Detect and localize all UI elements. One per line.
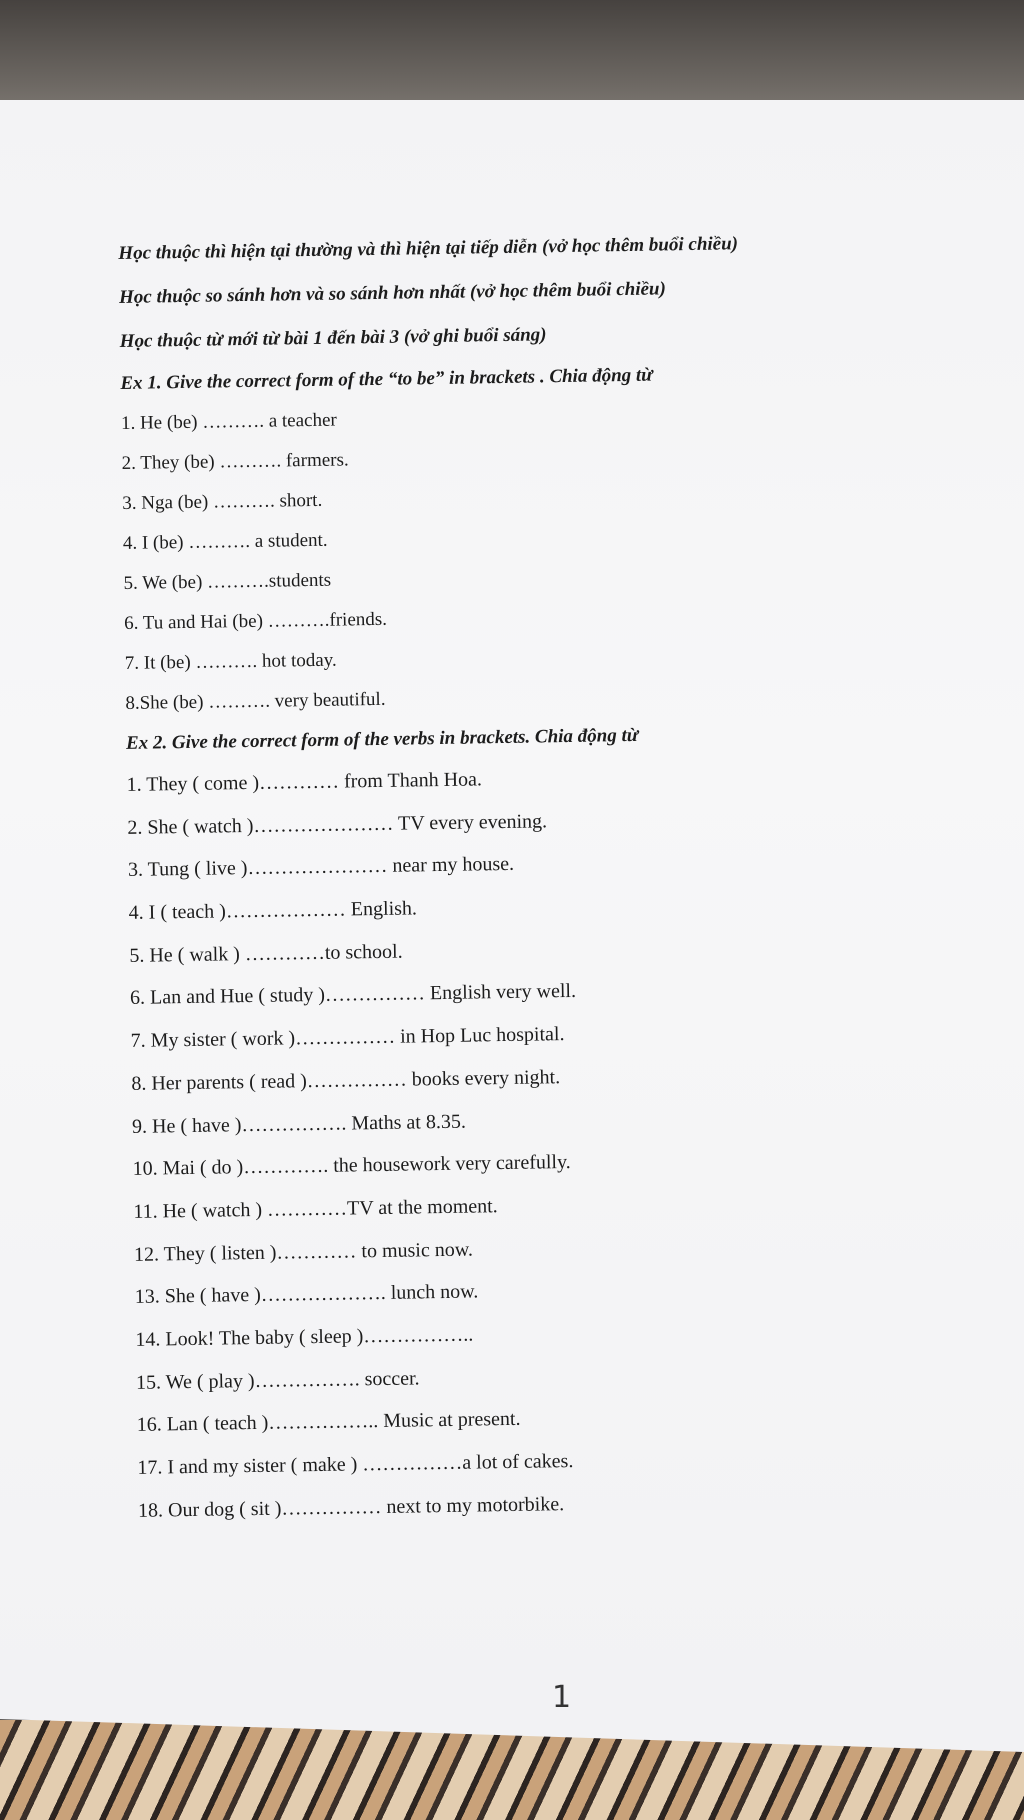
exercise-2-title: Ex 2. Give the correct form of the verbs in brackets. Chia động từ	[125, 724, 639, 754]
exercise-item: 17. I and my sister ( make ) ……………a lot of cakes.	[137, 1450, 574, 1479]
exercise-item: 6. Tu and Hai (be) ……….friends.	[123, 608, 388, 634]
exercise-2	[126, 711, 959, 1532]
exercise-item: 15. We ( play )……………. soccer.	[135, 1367, 420, 1394]
worksheet	[118, 219, 961, 1672]
exercise-item: 14. Look! The baby ( sleep )……………..	[135, 1323, 474, 1351]
exercise-item: 9. He ( have )……………. Maths at 8.35.	[131, 1110, 467, 1138]
exercise-item: 5. He ( walk ) …………to school.	[129, 940, 403, 967]
exercise-item: 11. He ( watch ) …………TV at the moment.	[133, 1195, 498, 1223]
exercise-1-title: Ex 1. Give the correct form of the “to be” in brackets . Chia động từ	[120, 364, 653, 394]
exercise-item: 18. Our dog ( sit )…………… next to my motorbike.	[137, 1492, 565, 1522]
exercise-item: 2. She ( watch )………………… TV every evening.	[127, 810, 548, 839]
exercise-item: 7. It (be) ………. hot today.	[124, 649, 337, 674]
exercise-item: 8.She (be) ………. very beautiful.	[125, 688, 386, 714]
exercise-item: 12. They ( listen )………… to music now.	[133, 1238, 474, 1266]
heading-line: Học thuộc thì hiện tại thường và thì hiện tại tiếp diễn (vở học thêm buổi chiều)	[118, 233, 739, 264]
heading-line: Học thuộc từ mới từ bài 1 đến bài 3 (vở ghi buổi sáng)	[119, 324, 547, 352]
exercise-item: 1. He (be) ………. a teacher	[120, 409, 337, 434]
exercise-item: 3. Nga (be) ………. short.	[122, 489, 323, 514]
exercise-1	[120, 351, 946, 724]
exercise-item: 4. I ( teach )……………… English.	[128, 897, 418, 924]
exercise-item: 4. I (be) ………. a student.	[122, 529, 328, 554]
exercise-item: 3. Tung ( live )………………… near my house.	[127, 853, 515, 882]
exercise-item: 2. They (be) ………. farmers.	[121, 449, 349, 474]
exercise-item: 1. They ( come )………… from Thanh Hoa.	[126, 768, 483, 796]
page-number: 1	[552, 1680, 572, 1715]
exercise-item: 5. We (be) ……….students	[123, 569, 332, 594]
exercise-item: 6. Lan and Hue ( study )…………… English very well.	[129, 980, 577, 1010]
exercise-item: 8. Her parents ( read )…………… books every night.	[131, 1065, 561, 1095]
exercise-item: 7. My sister ( work )…………… in Hop Luc hospital.	[130, 1023, 565, 1053]
exercise-item: 16. Lan ( teach )…………….. Music at present.	[136, 1408, 521, 1437]
heading-line: Học thuộc so sánh hơn và so sánh hơn nhất (vở học thêm buổi chiều)	[118, 278, 667, 308]
exercise-item: 10. Mai ( do )…………. the housework very carefully.	[132, 1151, 571, 1181]
exercise-item: 13. She ( have )………………. lunch now.	[134, 1280, 479, 1309]
